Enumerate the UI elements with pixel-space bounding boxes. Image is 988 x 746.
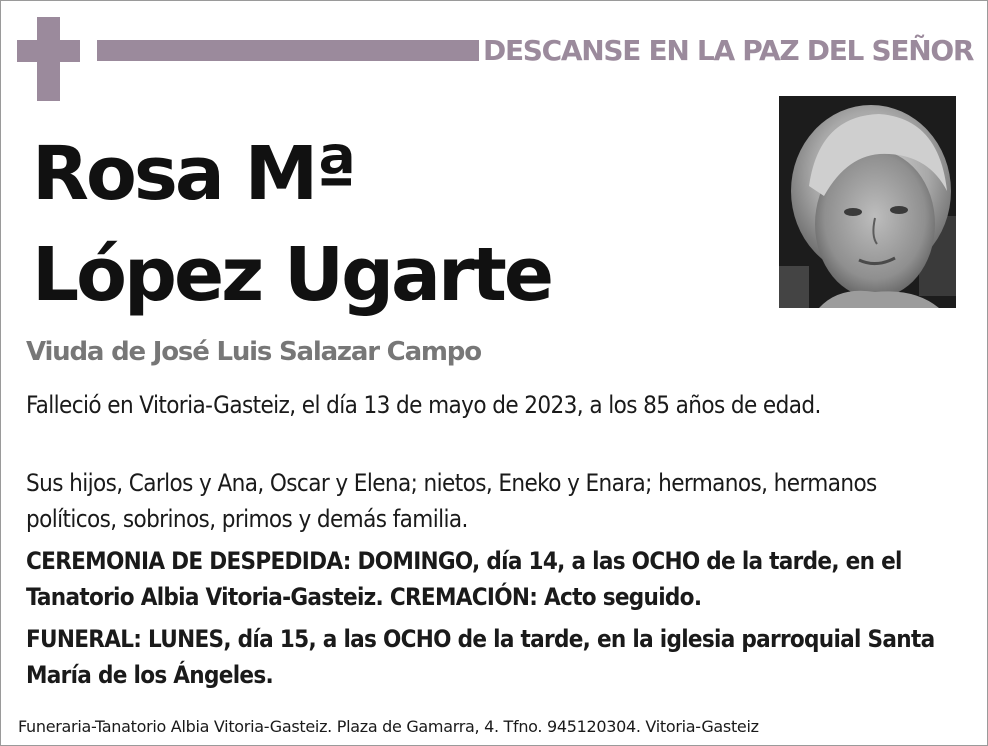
funeral-home-footer: Funeraria-Tanatorio Albia Vitoria-Gasteiz. Plaza de Gamarra, 4. Tfno. 945120304. Vitoria-Gasteiz [18, 717, 759, 736]
death-notice-paragraph: Falleció en Vitoria-Gasteiz, el día 13 de mayo de 2023, a los 85 años de edad. [26, 391, 821, 419]
header-title: DESCANSE EN LA PAZ DEL SEÑOR [483, 34, 974, 67]
deceased-photo [779, 96, 956, 308]
family-paragraph: Sus hijos, Carlos y Ana, Oscar y Elena; nietos, Eneko y Enara; hermanos, hermanos políticos, sobrinos, primos y demás familia. [26, 469, 877, 533]
ceremony-paragraph: CEREMONIA DE DESPEDIDA: DOMINGO, día 14, a las OCHO de la tarde, en el Tanatorio Albia Vitoria-Gasteiz. CREMACIÓN: Acto seguido. [26, 547, 902, 611]
header-decorative-bar [97, 40, 479, 61]
widow-line: Viuda de José Luis Salazar Campo [26, 337, 481, 367]
cross-horizontal-bar [17, 40, 80, 62]
funeral-paragraph: FUNERAL: LUNES, día 15, a las OCHO de la tarde, en la iglesia parroquial Santa María de los Ángeles. [26, 625, 935, 689]
deceased-name-last: López Ugarte [32, 232, 552, 318]
deceased-name-first: Rosa Mª [32, 131, 354, 217]
